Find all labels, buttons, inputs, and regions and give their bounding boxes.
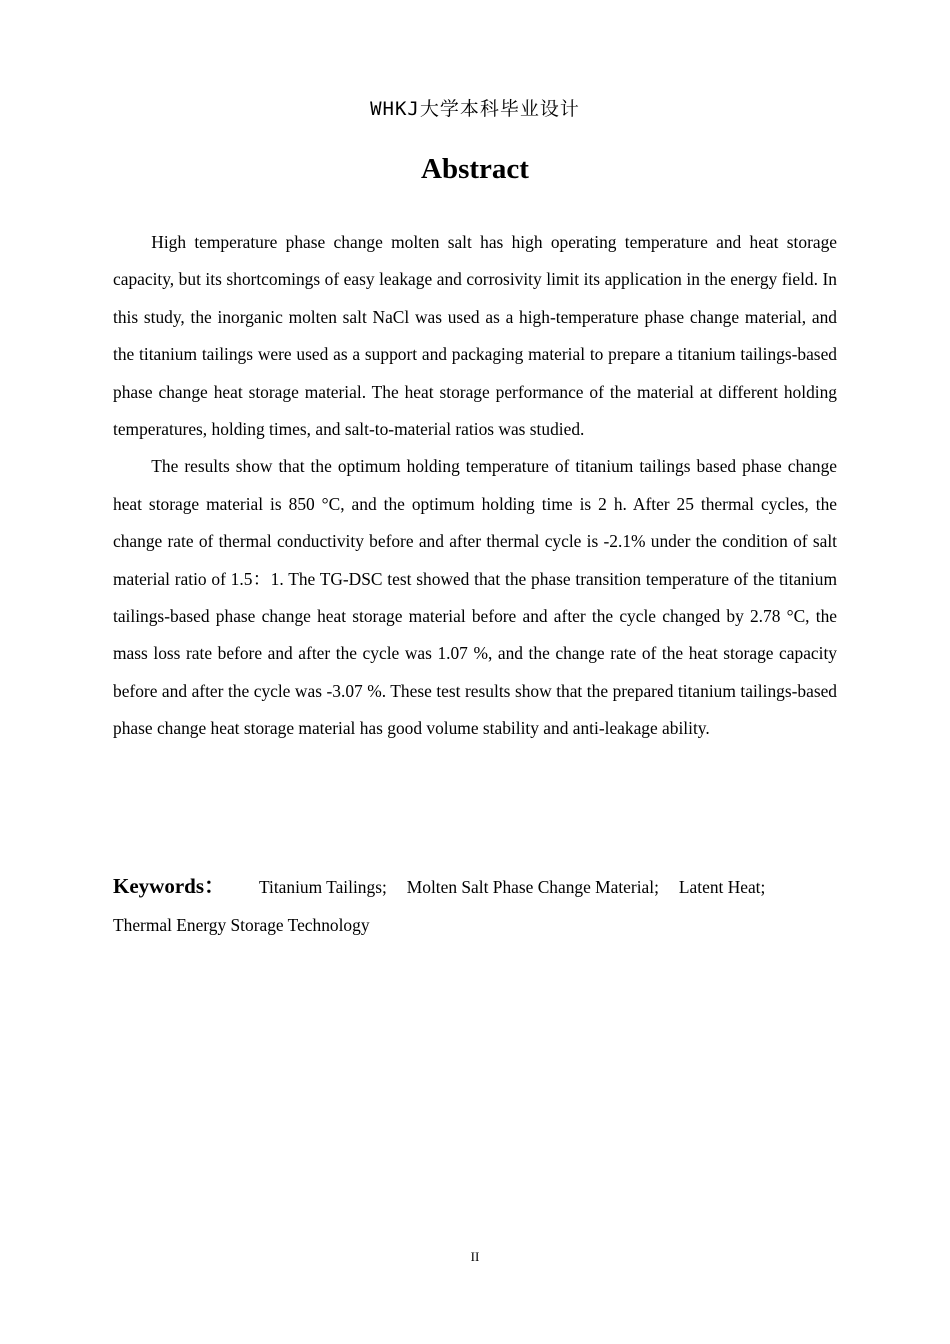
keyword-item: Titanium Tailings; [259,877,387,897]
abstract-body [113,224,837,748]
keyword-item: Molten Salt Phase Change Material; [406,877,659,897]
keywords-section [113,867,837,944]
abstract-paragraph: The results show that the optimum holding temperature of titanium tailings based phase change heat storage material is 850 °C, and the optimum holding time is 2 h. After 25 thermal cycles, the change rate of thermal conductivity before and after thermal cycle is -2.1% under the condition of salt material ratio of 1.5：1. The TG-DSC test showed that the phase transition temperature of the titanium tailings-based phase change heat storage material before and after the cycle changed by 2.78 °C, the mass loss rate before and after the cycle was 1.07 %, and the change rate of the heat storage capacity before and after the cycle was -3.07 %. These test results show that the prepared titanium tailings-based phase change heat storage material has good volume stability and anti-leakage ability. [113,456,837,739]
running-header: WHKJ大学本科毕业设计 [370,98,580,120]
keywords-label: Keywords： [113,874,225,898]
abstract-title: Abstract [421,153,529,185]
keyword-item: Thermal Energy Storage Technology [113,915,370,935]
page-number: II [470,1249,480,1264]
keyword-item: Latent Heat; [678,877,766,897]
abstract-paragraph: High temperature phase change molten salt has high operating temperature and heat storage capacity, but its shortcomings of easy leakage and corrosivity limit its application in the energy field. In this study, the inorganic molten salt NaCl was used as a high-temperature phase change material, and the titanium tailings were used as a support and packaging material to prepare a titanium tailings-based phase change heat storage material. The heat storage performance of the material at different holding temperatures, holding times, and salt-to-material ratios was studied. [113,232,837,440]
